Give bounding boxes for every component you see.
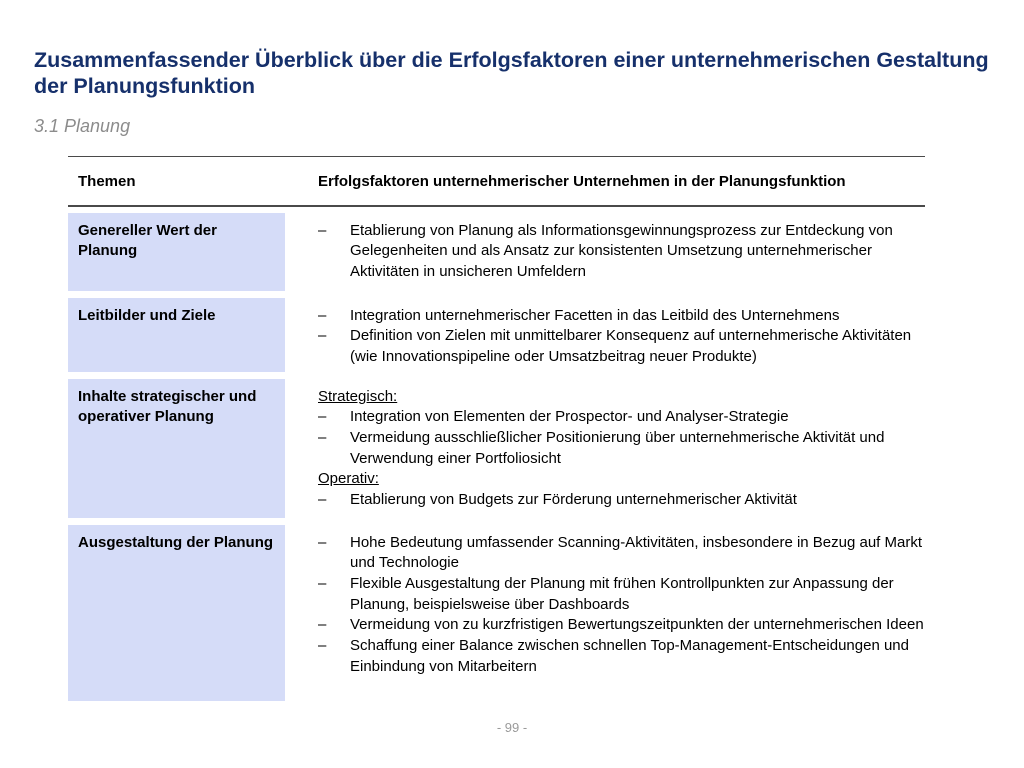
success-factors-table xyxy=(68,156,925,708)
bullet-text: Schaffung einer Balance zwischen schnellen Top-Management-Entscheidungen und Einbindung von Mitarbeitern xyxy=(350,637,909,675)
slide-subtitle: 3.1 Planung xyxy=(34,116,131,136)
bullet-text: Etablierung von Budgets zur Förderung unternehmerischer Aktivität xyxy=(350,491,797,509)
factors-cell xyxy=(318,379,925,518)
page-number: - 99 - xyxy=(496,720,528,735)
dash-marker: – xyxy=(318,533,327,551)
dash-marker: – xyxy=(318,428,327,446)
bullet-text: Vermeidung von zu kurzfristigen Bewertungszeitpunkten der unternehmerischen Ideen xyxy=(350,616,924,634)
bullet-item xyxy=(318,490,925,511)
bullet-text: Flexible Ausgestaltung der Planung mit frühen Kontrollpunkten zur Anpassung der Planung, beispielsweise über Dashboards xyxy=(350,574,894,613)
dash-marker: – xyxy=(318,637,327,655)
dash-marker: – xyxy=(318,221,327,239)
bullet-item xyxy=(318,428,925,469)
table-row xyxy=(68,298,925,372)
bullet-text: Integration von Elementen der Prospector- und Analyser-Strategie xyxy=(350,408,789,426)
bullet-text: Integration unternehmerischer Facetten in das Leitbild des Unternehmens xyxy=(350,306,840,324)
operativ-label: Operativ: xyxy=(318,470,379,488)
table-row xyxy=(68,379,925,518)
table-header-row xyxy=(68,157,925,205)
header-themen: Themen xyxy=(78,172,136,190)
factors-cell xyxy=(318,525,925,701)
bullet-item xyxy=(318,221,925,283)
bullet-item xyxy=(318,636,925,677)
strategisch-label: Strategisch: xyxy=(318,387,398,405)
bullet-text: Vermeidung ausschließlicher Positionierung über unternehmerische Aktivität und Verwendung einer Portfoliosicht xyxy=(350,428,885,467)
slide-title: Zusammenfassender Überblick über die Erfolgsfaktoren einer unternehmerischen Gestaltung der Planungsfunktion xyxy=(34,48,989,98)
theme-cell: Inhalte strategischer und operativer Planung xyxy=(68,379,285,518)
dash-marker: – xyxy=(318,491,327,509)
dash-marker: – xyxy=(318,306,327,324)
bullet-item xyxy=(318,326,925,367)
bullet-text: Definition von Zielen mit unmittelbarer Konsequenz auf unternehmerische Aktivitäten (wie Innovationspipeline oder Umsatzbeitrag neuer Produkte) xyxy=(350,327,912,365)
header-erfolgsfaktoren: Erfolgsfaktoren unternehmerischer Unternehmen in der Planungsfunktion xyxy=(318,172,846,190)
bullet-text: Hohe Bedeutung umfassender Scanning-Aktivitäten, insbesondere in Bezug auf Markt und Technologie xyxy=(350,533,923,572)
bullet-item xyxy=(318,574,925,615)
table-header-rule xyxy=(68,205,925,207)
factors-cell xyxy=(318,298,925,372)
bullet-item xyxy=(318,533,925,574)
bullet-item xyxy=(318,407,925,428)
bullet-item xyxy=(318,615,925,636)
dash-marker: – xyxy=(318,616,327,634)
dash-marker: – xyxy=(318,327,327,345)
factors-cell xyxy=(318,213,925,291)
theme-cell: Leitbilder und Ziele xyxy=(68,298,285,372)
theme-cell: Genereller Wert der Planung xyxy=(68,213,285,291)
bullet-text: Etablierung von Planung als Informationsgewinnungsprozess zur Entdeckung von Gelegenheiten und als Ansatz zur konsistenten Umsetzung unternehmerischer Aktivitäten in unsicheren Umfeldern xyxy=(350,221,893,280)
dash-marker: – xyxy=(318,574,327,592)
bullet-item xyxy=(318,306,925,327)
theme-cell: Ausgestaltung der Planung xyxy=(68,525,285,701)
table-row xyxy=(68,213,925,291)
table-row xyxy=(68,525,925,701)
dash-marker: – xyxy=(318,408,327,426)
